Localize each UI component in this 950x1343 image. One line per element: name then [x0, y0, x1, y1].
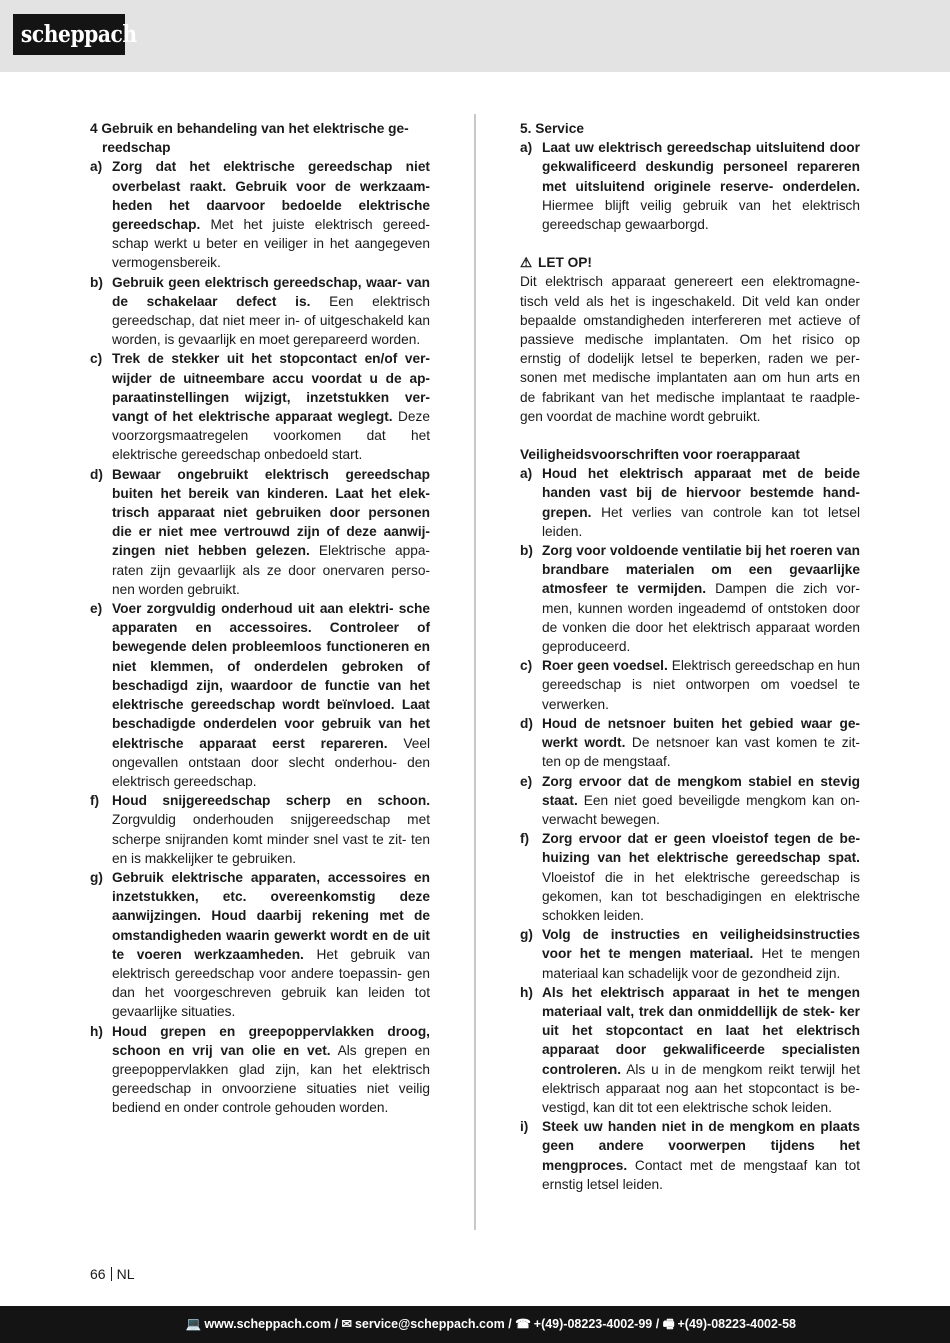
item-text: [542, 714, 860, 772]
item-text: [542, 772, 860, 830]
item-bold-text: Gebruik geen elektrisch gereedschap, waar- van de schakelaar defect is.: [112, 274, 430, 309]
warning-heading-text: LET OP!: [538, 255, 592, 271]
mail-icon: ✉: [341, 1317, 352, 1331]
item-text: [542, 464, 860, 541]
warning-heading: [520, 253, 860, 272]
right-column: [520, 119, 860, 1194]
safety-item: [520, 772, 860, 830]
item-bold-text: Houd grepen en greepoppervlakken droog, schoon en vrij van olie en vet.: [112, 1023, 430, 1058]
item-bold-text: Zorg ervoor dat er geen vloeistof tegen de be- huizing van het elektrische gereedschap spat.: [542, 831, 860, 866]
usage-item: [90, 157, 430, 272]
item-bold-text: Laat uw elektrisch gereedschap uitsluitend door gekwalificeerd deskundig personeel repareren met uitsluitend originele reserve- onderdelen.: [542, 140, 860, 194]
item-text: [112, 791, 430, 868]
item-label: g): [520, 927, 533, 943]
warning-text: Dit elektrisch apparaat genereert een elektromagne- tisch veld als het is ingeschakeld. Dit veld kan onder bepaalde omstandigheden interfereren met actieve of passieve medische implantaten. Om het risico op ernstig of dodelijk letsel te beperken, raden we per- sonen met medische implantaten aan om hun arts en de fabrikant van het medische implantaat te raadple- gen voordat de machine wordt gebruikt.: [520, 274, 860, 424]
item-label: h): [520, 984, 533, 1000]
safety-item: [520, 925, 860, 983]
column-divider: [474, 114, 476, 1230]
item-label: g): [90, 869, 103, 885]
item-text: [542, 138, 860, 234]
item-normal-text: Contact met de mengstaaf kan tot ernstig letsel leiden.: [542, 1157, 860, 1192]
service-list: [520, 138, 860, 234]
section-heading-usage: 4 Gebruik en behandeling van het elektrische ge- reedschap: [90, 121, 409, 156]
item-text: [112, 157, 430, 272]
item-text: [542, 925, 860, 983]
service-item: [520, 138, 860, 234]
item-text: [542, 983, 860, 1117]
item-normal-text: Zorgvuldig onderhouden snijgereedschap met scherpe snijranden komt minder snel vast te zit- ten en is makkelijker te gebruiken.: [112, 812, 430, 866]
usage-item: [90, 791, 430, 868]
section-heading-service: 5. Service: [520, 121, 584, 136]
safety-item: [520, 1117, 860, 1194]
item-label: d): [90, 466, 103, 482]
item-normal-text: Met het juiste elektrisch gereed- schap werkt u beter en veiliger in het aangegeven vermogensbereik.: [112, 217, 430, 271]
warning-triangle-icon: ⚠: [520, 255, 533, 271]
item-normal-text: Een niet goed beveiligde mengkom kan on- verwacht bewegen.: [542, 792, 860, 827]
usage-item: [90, 465, 430, 599]
item-normal-text: Elektrische appa- raten zijn gevaarlijk als ze door onervaren perso- nen worden gebruikt.: [112, 543, 430, 597]
item-text: [542, 829, 860, 925]
item-label: i): [520, 1119, 529, 1135]
safety-list: [520, 464, 860, 1194]
item-text: [542, 656, 860, 714]
item-label: f): [520, 831, 530, 847]
item-normal-text: Als u in de mengkom reikt terwijl het elektrisch apparaat nog aan het stopcontact is be- vestigd, kan dit tot een elektrische schok leiden.: [542, 1061, 860, 1115]
left-column: [90, 119, 430, 1118]
website-link[interactable]: www.scheppach.com /: [204, 1317, 339, 1331]
item-text: [542, 541, 860, 656]
item-normal-text: Deze voorzorgsmaatregelen voorkomen dat het elektrische gereedschap onbedoeld start.: [112, 409, 430, 463]
usage-list: [90, 157, 430, 1117]
safety-item: [520, 541, 860, 656]
item-bold-text: Zorg dat het elektrische gereedschap niet overbelast raakt. Gebruik voor de werkzaam- heden het daarvoor bedoelde elektrische gereedschap.: [112, 159, 430, 233]
item-bold-text: Voer zorgvuldig onderhoud uit aan elektri- sche apparaten en accessoires. Controleer of bewegende delen probleemloos functioneren en niet klemmen, of onderdelen gebroken of beschadigd zijn, waardoor de functie van het elektrische gereedschap wordt beïnvloed. Laat beschadigde onderdelen voor gebruik van het elektrische apparaat eerst repareren.: [112, 601, 430, 751]
item-label: c): [90, 351, 103, 367]
header-bar: [0, 0, 950, 72]
fax-icon: 🖷: [662, 1317, 675, 1331]
item-normal-text: Elektrisch gereedschap en hun gereedschap is niet ontworpen om voedsel te verwerken.: [542, 658, 861, 712]
item-normal-text: Veel ongevallen ontstaan door slecht onderhou- den elektrisch gereedschap.: [112, 735, 430, 789]
safety-item: [520, 983, 860, 1117]
item-label: c): [520, 658, 533, 674]
item-normal-text: De netsnoer kan vast komen te zit- ten op de mengstaaf.: [542, 735, 860, 770]
contact-bar: [0, 1306, 950, 1343]
item-normal-text: Het te mengen materiaal kan schadelijk voor de gezondheid zijn.: [542, 946, 860, 981]
item-bold-text: Steek uw handen niet in de mengkom en plaats geen andere voorwerpen tijdens het mengproces.: [542, 1119, 860, 1173]
item-bold-text: Volg de instructies en veiligheidsinstructies voor het te mengen materiaal.: [542, 927, 860, 962]
usage-item: [90, 1022, 430, 1118]
usage-item: [90, 868, 430, 1022]
item-label: a): [520, 466, 533, 482]
item-bold-text: Trek de stekker uit het stopcontact en/of ver- wijder de uitneembare accu voordat u de ap- paraatinstellingen wijzigt, inzetstukken ver- vangt of het elektrische apparaat weglegt.: [112, 351, 430, 425]
item-text: [112, 349, 430, 464]
section-heading-safety: Veiligheidsvoorschriften voor roerapparaat: [520, 447, 800, 463]
item-label: b): [520, 543, 533, 559]
usage-item: [90, 599, 430, 791]
item-normal-text: Dampen die zich vor- men, kunnen worden ingeademd of ontstoken door de vonken die door het elektrisch apparaat worden geproduceerd.: [542, 581, 860, 655]
item-bold-text: Roer geen voedsel.: [542, 658, 668, 674]
item-normal-text: Hiermee blijft veilig gebruik van het elektrisch gereedschap gewaarborgd.: [542, 197, 860, 233]
item-text: [112, 273, 430, 350]
item-label: f): [90, 793, 100, 809]
item-normal-text: Als grepen en greepoppervlakken glad zijn, kan het elektrisch gereedschap in onvoorziene situaties niet veilig bediend en onder controle gehouden worden.: [112, 1042, 430, 1116]
usage-item: [90, 349, 430, 464]
page-number: [90, 1265, 134, 1283]
item-label: b): [90, 274, 103, 290]
item-normal-text: Een elektrisch gereedschap, dat niet meer in- of uitgeschakeld kan worden, is gevaarlijk en moet gerepareerd worden.: [112, 293, 430, 348]
item-label: e): [90, 601, 103, 617]
language-code: NL: [116, 1266, 135, 1282]
item-label: d): [520, 715, 533, 731]
item-bold-text: Zorg voor voldoende ventilatie bij het roeren van brandbare materialen om een gevaarlijke atmosfeer te vermijden.: [542, 543, 860, 597]
item-bold-text: Gebruik elektrische apparaten, accessoires en inzetstukken, etc. overeenkomstig deze aanwijzingen. Houd daarbij rekening met de omstandigheden waarin gewerkt wordt en de uit te voeren werkzaamheden.: [112, 869, 430, 962]
item-bold-text: Houd de netsnoer buiten het gebied waar ge- werkt wordt.: [542, 715, 860, 751]
email-link[interactable]: service@scheppach.com /: [354, 1317, 512, 1331]
computer-icon: 💻: [185, 1317, 202, 1331]
page-number-value: 66: [90, 1266, 106, 1282]
scheppach-logo: scheppach: [13, 14, 125, 55]
item-normal-text: Vloeistof die in het elektrische gereedschap is gekomen, kan tot beschadigingen en elektrische schokken leiden.: [542, 869, 860, 923]
item-label: h): [90, 1023, 103, 1039]
item-bold-text: Houd het elektrisch apparaat met de beide handen vast bij de hiervoor bestemde hand- grepen.: [542, 466, 860, 520]
item-label: a): [90, 159, 103, 175]
safety-item: [520, 464, 860, 541]
item-label: e): [520, 773, 533, 789]
item-bold-text: Houd snijgereedschap scherp en schoon.: [112, 793, 430, 809]
item-label: a): [520, 140, 533, 156]
item-bold-text: Als het elektrisch apparaat in het te mengen materiaal valt, trek dan onmiddellijk de stek- ker uit het stopcontact en laat het elektrisch apparaat door gekwalificeerde specialisten controleren.: [542, 984, 860, 1077]
item-text: [542, 1117, 860, 1194]
phone-icon: ☎: [515, 1317, 531, 1331]
item-bold-text: Bewaar ongebruikt elektrisch gereedschap buiten het bereik van kinderen. Laat het elek- trisch apparaat niet gebruiken door personen die er niet mee vertrouwd zijn of deze aanwij- zingen niet hebben gelezen.: [112, 466, 430, 559]
safety-item: [520, 714, 860, 772]
safety-item: [520, 656, 860, 714]
item-normal-text: Het gebruik van elektrisch gereedschap voor andere toepassin- gen dan het voorgeschreven gebruik kan leiden tot gevaarlijke situaties.: [112, 946, 430, 1020]
item-text: [112, 599, 430, 791]
fax-number: +(49)-08223-4002-58: [677, 1317, 796, 1331]
safety-item: [520, 829, 860, 925]
item-text: [112, 868, 430, 1022]
item-normal-text: Het verlies van controle kan tot letsel leiden.: [542, 504, 860, 539]
usage-item: [90, 273, 430, 350]
phone-number: +(49)-08223-4002-99 /: [533, 1317, 660, 1331]
item-bold-text: Zorg ervoor dat de mengkom stabiel en stevig staat.: [542, 773, 860, 808]
item-text: [112, 1022, 430, 1118]
item-text: [112, 465, 430, 599]
